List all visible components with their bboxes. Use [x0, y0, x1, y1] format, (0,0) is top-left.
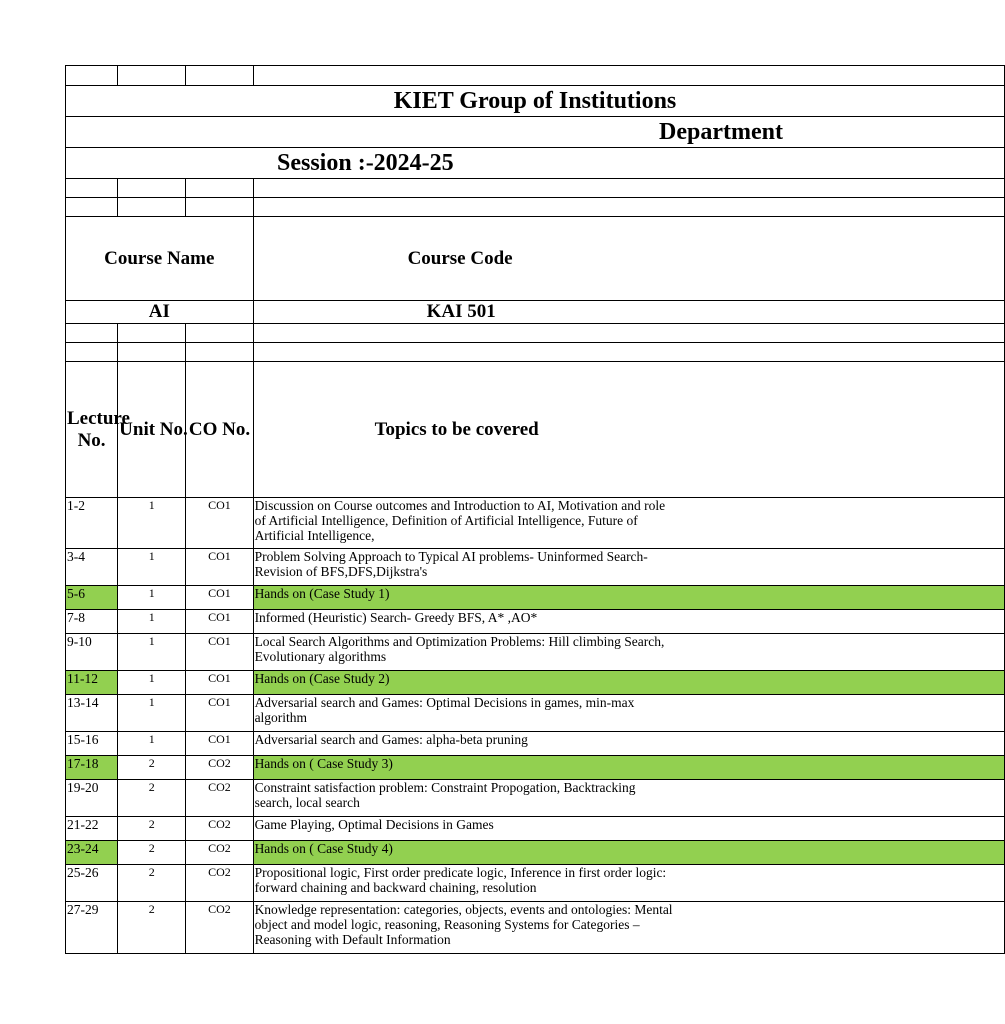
table-row — [66, 695, 1005, 732]
table-row — [66, 498, 1005, 549]
topic-text: Discussion on Course outcomes and Introduction to AI, Motivation and role of Artificial Intelligence, Definition of Artificial Intelligence, Future of Artificial Intelligence, — [254, 498, 666, 543]
co-no: CO1 — [186, 549, 253, 586]
topic-text: Adversarial search and Games: Optimal Decisions in games, min-max algorithm — [254, 695, 635, 725]
topic-cell — [253, 756, 1004, 780]
topic-text: Problem Solving Approach to Typical AI problems- Uninformed Search- Revision of BFS,DFS,Dijkstra's — [254, 549, 648, 579]
unit-no: 1 — [118, 498, 186, 549]
co-no: CO2 — [186, 817, 253, 841]
lecture-plan-sheet — [65, 65, 783, 955]
lecture-no: 7-8 — [66, 610, 118, 634]
topic-text: Knowledge representation: categories, objects, events and ontologies: Mental object and model logic, reasoning, Reasoning Systems for Categories – Reasoning with Default Information — [254, 902, 673, 947]
co-no: CO1 — [186, 671, 253, 695]
table-row — [66, 549, 1005, 586]
lecture-no: 19-20 — [66, 780, 118, 817]
blank-row — [66, 343, 1005, 362]
topic-cell — [253, 671, 1004, 695]
lecture-no: 11-12 — [66, 671, 118, 695]
blank-row — [66, 179, 1005, 198]
table-row — [66, 610, 1005, 634]
table-row — [66, 817, 1005, 841]
course-header-row — [66, 217, 1005, 301]
unit-no: 2 — [118, 817, 186, 841]
table-row — [66, 756, 1005, 780]
unit-no: 1 — [118, 634, 186, 671]
co-no: CO1 — [186, 586, 253, 610]
co-no: CO2 — [186, 865, 253, 902]
topic-text: Adversarial search and Games: alpha-beta pruning — [254, 732, 528, 747]
table-row — [66, 865, 1005, 902]
lecture-no: 3-4 — [66, 549, 118, 586]
topic-text: Hands on (Case Study 1) — [254, 586, 390, 601]
co-no: CO1 — [186, 695, 253, 732]
topics-header: Topics to be covered — [253, 362, 1004, 498]
table-row — [66, 671, 1005, 695]
lecture-no: 17-18 — [66, 756, 118, 780]
topic-text: Game Playing, Optimal Decisions in Games — [254, 817, 494, 832]
topic-cell — [253, 817, 1004, 841]
topic-cell — [253, 695, 1004, 732]
table-row — [66, 586, 1005, 610]
topic-cell — [253, 865, 1004, 902]
lecture-no: 27-29 — [66, 902, 118, 954]
unit-no: 2 — [118, 780, 186, 817]
column-header-row — [66, 362, 1005, 498]
co-no: CO1 — [186, 498, 253, 549]
topic-cell — [253, 902, 1004, 954]
unit-no-header: Unit No. — [118, 362, 186, 498]
topic-cell — [253, 586, 1004, 610]
department-title: Department — [66, 117, 1005, 148]
topic-text: Hands on ( Case Study 3) — [254, 756, 393, 771]
topic-text: Propositional logic, First order predicate logic, Inference in first order logic: forward chaining and backward chaining, resolution — [254, 865, 667, 895]
lecture-no: 5-6 — [66, 586, 118, 610]
co-no: CO1 — [186, 610, 253, 634]
institute-title: KIET Group of Institutions — [66, 86, 1005, 117]
topic-cell — [253, 732, 1004, 756]
session-title: Session :-2024-25 — [66, 148, 1005, 179]
co-no: CO1 — [186, 732, 253, 756]
lecture-no: 25-26 — [66, 865, 118, 902]
lecture-plan-table — [65, 65, 1005, 954]
lecture-no: 15-16 — [66, 732, 118, 756]
unit-no: 1 — [118, 695, 186, 732]
blank-row — [66, 66, 1005, 86]
lecture-no: 23-24 — [66, 841, 118, 865]
topic-cell — [253, 841, 1004, 865]
co-no: CO1 — [186, 634, 253, 671]
course-name: AI — [66, 301, 254, 324]
blank-row — [66, 324, 1005, 343]
topic-text: Hands on ( Case Study 4) — [254, 841, 393, 856]
topic-cell — [253, 780, 1004, 817]
topic-cell — [253, 634, 1004, 671]
co-no-header: CO No. — [186, 362, 253, 498]
lecture-no: 1-2 — [66, 498, 118, 549]
unit-no: 2 — [118, 865, 186, 902]
table-row — [66, 902, 1005, 954]
unit-no: 2 — [118, 902, 186, 954]
unit-no: 1 — [118, 610, 186, 634]
session-row — [66, 148, 1005, 179]
topic-cell — [253, 549, 1004, 586]
course-name-label: Course Name — [66, 217, 254, 301]
co-no: CO2 — [186, 780, 253, 817]
blank-row — [66, 198, 1005, 217]
topic-text: Informed (Heuristic) Search- Greedy BFS, A* ,AO* — [254, 610, 538, 625]
table-row — [66, 634, 1005, 671]
unit-no: 2 — [118, 756, 186, 780]
topic-text: Local Search Algorithms and Optimization Problems: Hill climbing Search, Evolutionary algorithms — [254, 634, 665, 664]
unit-no: 1 — [118, 549, 186, 586]
department-row — [66, 117, 1005, 148]
course-value-row — [66, 301, 1005, 324]
institute-row — [66, 86, 1005, 117]
lecture-no: 9-10 — [66, 634, 118, 671]
table-row — [66, 841, 1005, 865]
table-row — [66, 732, 1005, 756]
table-row — [66, 780, 1005, 817]
unit-no: 1 — [118, 671, 186, 695]
co-no: CO2 — [186, 902, 253, 954]
lecture-no: 21-22 — [66, 817, 118, 841]
topic-cell — [253, 610, 1004, 634]
unit-no: 1 — [118, 586, 186, 610]
topic-cell — [253, 498, 1004, 549]
unit-no: 2 — [118, 841, 186, 865]
course-code: KAI 501 — [253, 301, 1004, 324]
co-no: CO2 — [186, 756, 253, 780]
co-no: CO2 — [186, 841, 253, 865]
unit-no: 1 — [118, 732, 186, 756]
lecture-no-header: Lecture No. — [66, 362, 118, 498]
course-code-label: Course Code — [253, 217, 1004, 301]
lecture-no: 13-14 — [66, 695, 118, 732]
topic-text: Hands on (Case Study 2) — [254, 671, 390, 686]
topic-text: Constraint satisfaction problem: Constraint Propogation, Backtracking search, local search — [254, 780, 636, 810]
